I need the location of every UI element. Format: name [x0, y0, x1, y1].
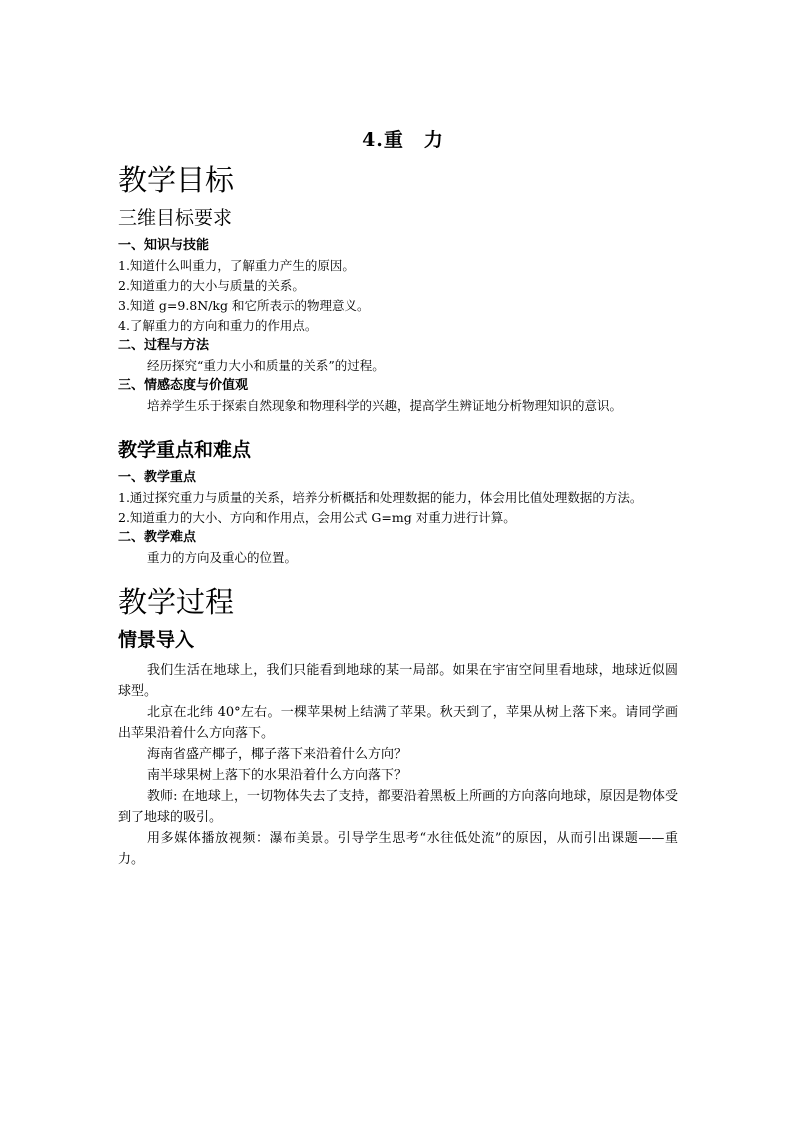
intro-paragraph-4: 南半球果树上落下的水果沿着什么方向落下？: [147, 768, 408, 783]
document-title: 4.重 力: [362, 129, 444, 151]
process-methods-heading: 二、过程与方法: [118, 338, 210, 353]
intro-paragraph-2: 北京在北纬 40°左右。一棵苹果树上结满了苹果。秋天到了，苹果从树上落下来。请同学画出苹果沿着什么方向落下。: [118, 705, 678, 741]
knowledge-item-3: 3.知道 g=9.8N/kg 和它所表示的物理意义。: [118, 298, 370, 313]
attitude-values-heading: 三、情感态度与价值观: [118, 378, 249, 393]
key-point-item-2: 2.知道重力的大小、方向和作用点，会用公式 G=mg 对重力进行计算。: [118, 510, 516, 525]
knowledge-item-2: 2.知道重力的大小与质量的关系。: [118, 278, 305, 293]
knowledge-item-1: 1.知道什么叫重力，了解重力产生的原因。: [118, 258, 355, 273]
difficult-point-heading: 二、教学难点: [118, 530, 197, 545]
key-point-item-1: 1.通过探究重力与质量的关系，培养分析概括和处理数据的能力，体会用比值处理数据的方法。: [118, 490, 643, 505]
intro-paragraph-3: 海南省盛产椰子，椰子落下来沿着什么方向？: [147, 747, 408, 762]
document-content: [118, 122, 678, 870]
intro-paragraph-5: 教师: 在地球上，一切物体失去了支持，都要沿着黑板上所画的方向落向地球，原因是物体受到了地球的吸引。: [118, 789, 678, 825]
intro-paragraph-1: 我们生活在地球上，我们只能看到地球的某一局部。如果在宇宙空间里看地球，地球近似圆球型。: [118, 663, 678, 699]
teaching-process-heading: 教学过程: [118, 585, 235, 619]
process-methods-text: 经历探究“重力大小和质量的关系”的过程。: [147, 358, 385, 373]
three-dimension-goals-heading: 三维目标要求: [118, 207, 233, 229]
intro-paragraph-6: 用多媒体播放视频：瀑布美景。引导学生思考“水往低处流”的原因，从而引出课题——重力。: [118, 831, 678, 867]
objectives-heading: 教学目标: [118, 163, 235, 197]
knowledge-skills-heading: 一、知识与技能: [118, 238, 210, 253]
difficult-point-text: 重力的方向及重心的位置。: [147, 550, 298, 565]
attitude-values-text: 培养学生乐于探索自然现象和物理科学的兴趣，提高学生辨证地分析物理知识的意识。: [147, 398, 623, 413]
key-points-heading: 教学重点和难点: [118, 439, 252, 461]
scene-intro-heading: 情景导入: [118, 629, 195, 651]
knowledge-item-4: 4.了解重力的方向和重力的作用点。: [118, 318, 318, 333]
key-point-heading: 一、教学重点: [118, 470, 197, 485]
